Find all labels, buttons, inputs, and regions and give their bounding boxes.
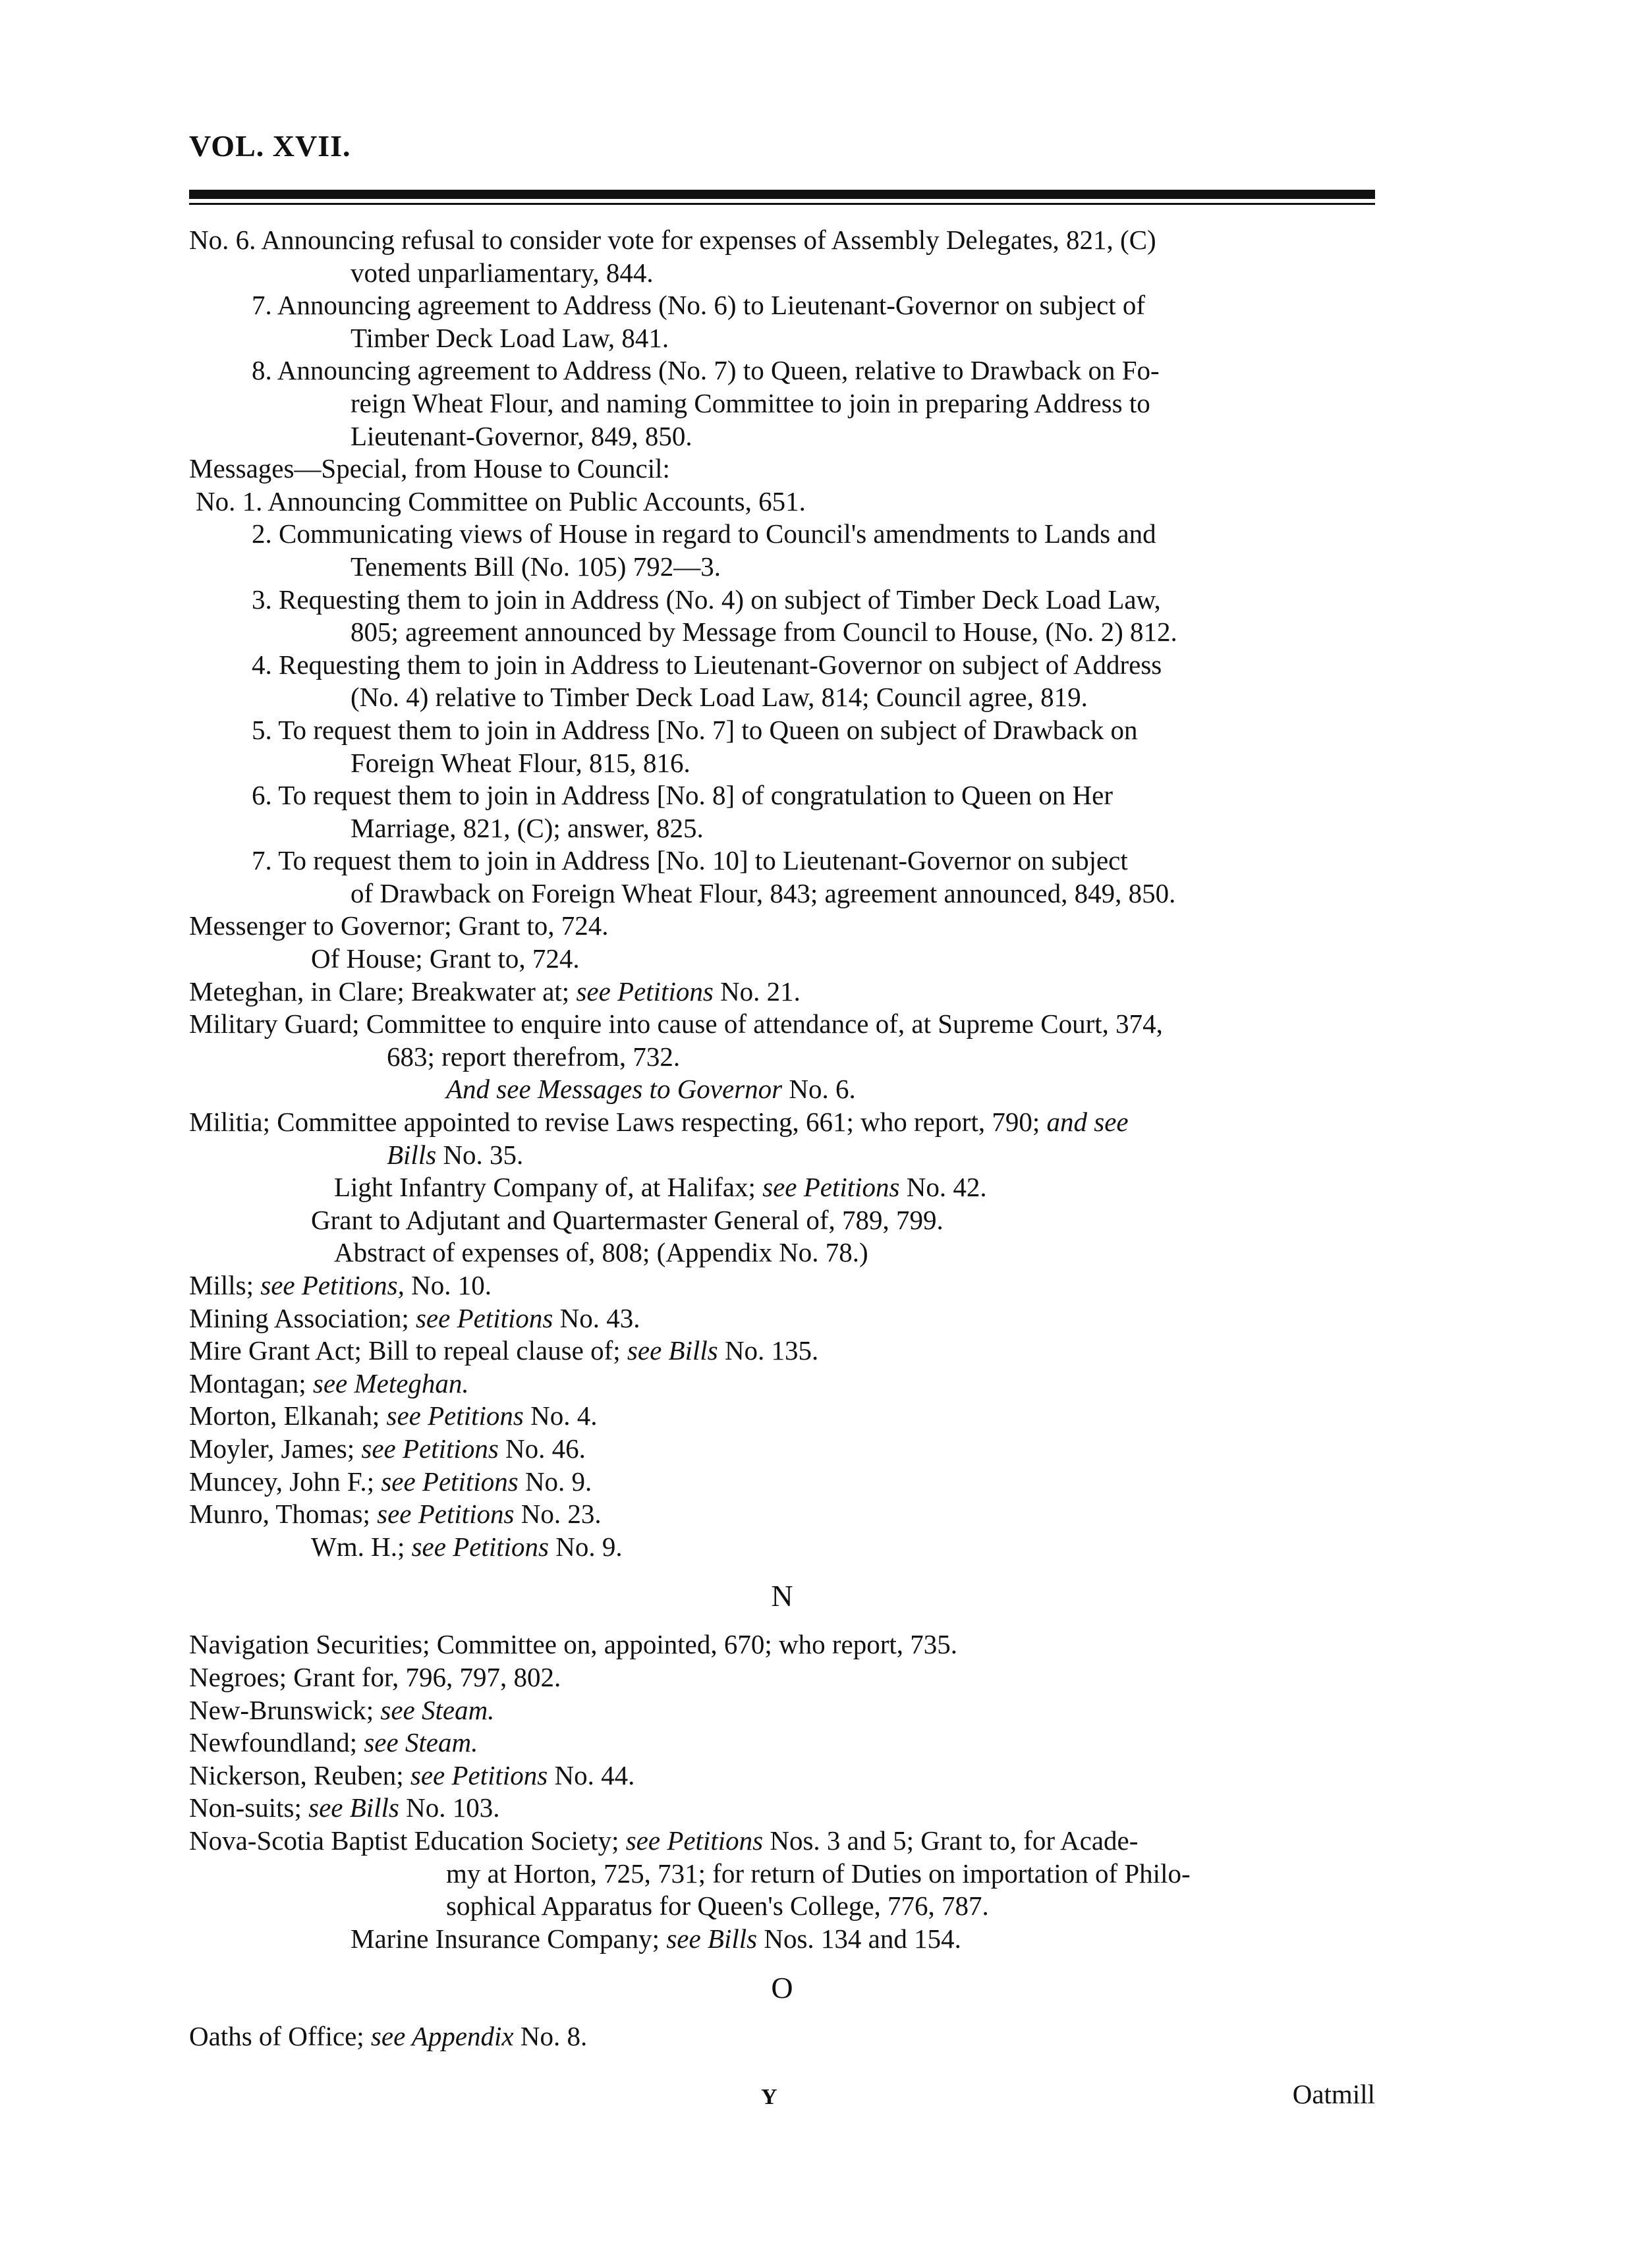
index-line	[189, 1466, 1375, 1499]
index-line-text: 4. Requesting them to join in Address to Lieutenant-Governor on subject of Address	[252, 649, 1162, 680]
index-line	[189, 1400, 1375, 1433]
index-line-text: of Drawback on Foreign Wheat Flour, 843; agreement announced, 849, 850.	[351, 877, 1176, 908]
index-line-text: No. 9.	[518, 1466, 592, 1497]
index-cross-reference: see Petitions	[415, 1302, 553, 1333]
index-line-text: 683; report therefrom, 732.	[387, 1041, 681, 1072]
index-line	[189, 1858, 1375, 1891]
index-line	[189, 1727, 1375, 1759]
index-line	[189, 551, 1375, 584]
running-head: VOL. XVII.	[189, 129, 351, 163]
index-line	[189, 387, 1375, 420]
index-line-text: Nos. 3 and 5; Grant to, for Acade-	[763, 1825, 1139, 1856]
section-letter-o: O	[771, 1971, 793, 2005]
index-line	[189, 616, 1375, 649]
index-cross-reference: see Petitions	[361, 1433, 499, 1464]
index-line-text: voted unparliamentary, 844.	[351, 257, 654, 288]
index-line-text: Nova-Scotia Baptist Education Society;	[189, 1825, 626, 1856]
index-line	[189, 354, 1375, 387]
index-line-text: No. 103.	[399, 1792, 500, 1823]
index-line	[189, 1269, 1375, 1302]
index-cross-reference: see Bills	[666, 1923, 758, 1954]
index-line-text: Messenger to Governor; Grant to, 724.	[189, 910, 609, 941]
index-line-text: Tenements Bill (No. 105) 792—3.	[351, 551, 721, 582]
index-line-text: No. 10.	[404, 1270, 492, 1300]
index-line	[189, 1106, 1375, 1139]
index-line-text: Light Infantry Company of, at Halifax;	[334, 1172, 763, 1203]
index-line-text: Oaths of Office;	[189, 2021, 371, 2052]
section-letter-n: N	[771, 1579, 793, 1613]
index-line-text: New-Brunswick;	[189, 1694, 381, 1725]
index-cross-reference: see Petitions	[377, 1499, 515, 1530]
index-line-text: No. 23.	[514, 1499, 602, 1530]
index-line-text: No. 35.	[436, 1139, 524, 1170]
index-line	[189, 1890, 1375, 1923]
index-line	[189, 1759, 1375, 1792]
index-line	[189, 1923, 1375, 1956]
signature-mark: Y	[761, 2085, 777, 2109]
index-line-text: 805; agreement announced by Message from Council to House, (No. 2) 812.	[351, 617, 1177, 648]
index-line-text: 7. To request them to join in Address [No. 10] to Lieutenant-Governor on subject	[252, 845, 1128, 876]
index-line	[189, 1236, 1375, 1269]
index-line	[189, 812, 1375, 845]
index-cross-reference: see Petitions	[381, 1466, 519, 1497]
index-line	[189, 2020, 1375, 2053]
index-line-text: Navigation Securities; Committee on, appointed, 670; who report, 735.	[189, 1629, 958, 1660]
index-line-text: my at Horton, 725, 731; for return of Duties on importation of Philo-	[446, 1858, 1191, 1889]
index-cross-reference: see Bills	[627, 1335, 718, 1366]
index-line-text: 2. Communicating views of House in regard to Council's amendments to Lands and	[252, 518, 1156, 549]
index-cross-reference: see Petitions	[762, 1172, 900, 1203]
index-line-text: Of House; Grant to, 724.	[311, 943, 580, 974]
index-cross-reference: see Bills	[308, 1792, 399, 1823]
index-cross-reference: see Meteghan.	[312, 1368, 469, 1398]
index-line-text: Nos. 134 and 154.	[757, 1923, 961, 1954]
index-cross-reference: see Appendix	[370, 2021, 514, 2052]
index-cross-reference: And see Messages to Governor	[446, 1074, 783, 1105]
index-line-text: Marriage, 821, (C); answer, 825.	[351, 812, 704, 843]
index-cross-reference: see Steam.	[380, 1694, 495, 1725]
index-line-text: Moyler, James;	[189, 1433, 362, 1464]
index-cross-reference: see Petitions	[410, 1759, 548, 1790]
index-line	[189, 485, 1375, 518]
index-cross-reference: and see	[1046, 1107, 1129, 1138]
index-line	[189, 1792, 1375, 1825]
index-line	[189, 257, 1375, 290]
header-rule-thick	[189, 190, 1375, 199]
index-line-text: 8. Announcing agreement to Address (No. 7) to Queen, relative to Drawback on Fo-	[252, 355, 1160, 386]
index-line-text: No. 1. Announcing Committee on Public Accounts, 651.	[196, 485, 806, 516]
index-cross-reference: Bills	[387, 1139, 437, 1170]
index-cross-reference: see Petitions	[576, 976, 714, 1007]
index-line-text: No. 135.	[718, 1335, 819, 1366]
index-line-text: 3. Requesting them to join in Address (No. 4) on subject of Timber Deck Load Law,	[252, 584, 1161, 615]
index-line	[189, 779, 1375, 812]
index-line-text: Foreign Wheat Flour, 815, 816.	[351, 747, 690, 778]
index-line-text: Wm. H.;	[311, 1531, 412, 1562]
index-line-text: No. 9.	[548, 1531, 623, 1562]
index-line-text: No. 6. Announcing refusal to consider vote for expenses of Assembly Delegates, 821, (C)	[189, 225, 1156, 255]
index-line	[189, 1302, 1375, 1335]
index-line-text: Mining Association;	[189, 1302, 416, 1333]
index-line	[189, 649, 1375, 682]
index-line-text: Military Guard; Committee to enquire into cause of attendance of, at Supreme Court, 374,	[189, 1009, 1163, 1039]
index-line-text: Mire Grant Act; Bill to repeal clause of;	[189, 1335, 627, 1366]
index-line-text: No. 44.	[548, 1759, 635, 1790]
index-cross-reference: see Petitions,	[260, 1270, 405, 1300]
index-line-text: Messages—Special, from House to Council:	[189, 453, 670, 484]
index-line-text: No. 21.	[713, 976, 801, 1007]
index-line-text: Montagan;	[189, 1368, 313, 1398]
index-line	[189, 877, 1375, 910]
index-line	[189, 224, 1375, 257]
index-cross-reference: see Petitions	[411, 1531, 549, 1562]
index-line-text: Grant to Adjutant and Quartermaster General of, 789, 799.	[311, 1204, 944, 1235]
index-line-text: No. 8.	[513, 2021, 588, 2052]
index-line	[189, 1008, 1375, 1041]
index-line	[189, 453, 1375, 485]
index-line-text: Nickerson, Reuben;	[189, 1759, 410, 1790]
index-line-text: Newfoundland;	[189, 1727, 364, 1758]
index-line	[189, 420, 1375, 453]
index-line-text: (No. 4) relative to Timber Deck Load Law, 814; Council agree, 819.	[351, 682, 1088, 713]
index-line	[189, 1694, 1375, 1727]
index-line	[189, 1368, 1375, 1400]
index-cross-reference: see Steam.	[364, 1727, 478, 1758]
index-line-text: Negroes; Grant for, 796, 797, 802.	[189, 1661, 561, 1692]
index-line	[189, 1433, 1375, 1466]
index-line	[189, 1531, 1375, 1564]
index-line-text: 6. To request them to join in Address [No. 8] of congratulation to Queen on Her	[252, 780, 1113, 811]
index-line	[189, 322, 1375, 355]
index-line	[189, 714, 1375, 747]
index-line	[189, 844, 1375, 877]
index-line-text: Abstract of expenses of, 808; (Appendix No. 78.)	[334, 1237, 868, 1268]
index-line	[189, 1204, 1375, 1237]
index-line	[189, 1139, 1375, 1172]
index-line	[189, 1335, 1375, 1368]
index-line	[189, 747, 1375, 780]
index-line-text: No. 43.	[553, 1302, 640, 1333]
index-line	[189, 910, 1375, 943]
index-line	[189, 1171, 1375, 1204]
index-line-text: sophical Apparatus for Queen's College, 776, 787.	[446, 1891, 989, 1922]
index-line-text: No. 4.	[523, 1400, 598, 1431]
index-line-text: Morton, Elkanah;	[189, 1400, 387, 1431]
index-line-text: Munro, Thomas;	[189, 1499, 378, 1530]
index-line-text: Marine Insurance Company;	[351, 1923, 667, 1954]
index-line-text: Non-suits;	[189, 1792, 309, 1823]
index-line-text: 7. Announcing agreement to Address (No. 6) to Lieutenant-Governor on subject of	[252, 290, 1146, 321]
index-line-text: Timber Deck Load Law, 841.	[351, 322, 669, 353]
index-line-text: reign Wheat Flour, and naming Committee to join in preparing Address to	[351, 387, 1150, 418]
index-line-text: Muncey, John F.;	[189, 1466, 381, 1497]
index-entries	[189, 224, 1375, 2053]
index-line	[189, 681, 1375, 714]
index-line-text: Mills;	[189, 1270, 261, 1300]
index-line-text: No. 42.	[899, 1172, 987, 1203]
index-line	[189, 1628, 1375, 1661]
index-line-text: Meteghan, in Clare; Breakwater at;	[189, 976, 577, 1007]
index-line-text: No. 46.	[498, 1433, 586, 1464]
header-rule-thin	[189, 203, 1375, 205]
index-line-text: Lieutenant-Governor, 849, 850.	[351, 420, 692, 451]
index-line-text: 5. To request them to join in Address [No. 7] to Queen on subject of Drawback on	[252, 714, 1138, 745]
index-line-text: No. 6.	[782, 1074, 856, 1105]
index-line	[189, 1498, 1375, 1531]
index-line	[189, 976, 1375, 1009]
index-line	[189, 1041, 1375, 1074]
index-line-text: Militia; Committee appointed to revise Laws respecting, 661; who report, 790;	[189, 1107, 1047, 1138]
index-line	[189, 1073, 1375, 1106]
index-line	[189, 1825, 1375, 1858]
index-cross-reference: see Petitions	[386, 1400, 524, 1431]
index-line	[189, 518, 1375, 551]
catchword: Oatmill	[1292, 2079, 1375, 2109]
index-cross-reference: see Petitions	[625, 1825, 764, 1856]
index-line	[189, 289, 1375, 322]
index-line	[189, 584, 1375, 617]
index-line	[189, 1661, 1375, 1694]
index-line	[189, 943, 1375, 976]
